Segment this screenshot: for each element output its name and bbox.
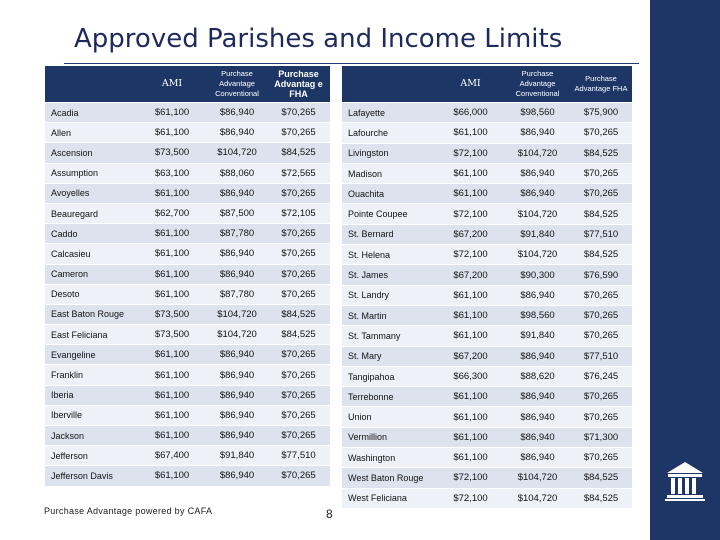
conventional-cell: $86,940: [505, 346, 570, 366]
table-row: [342, 143, 632, 163]
ami-cell: $61,100: [436, 448, 505, 468]
conventional-cell: $104,720: [505, 468, 570, 488]
ami-cell: $72,100: [436, 245, 505, 265]
parish-column-header: [45, 66, 137, 103]
conventional-cell: $86,940: [505, 163, 570, 183]
fha-cell: $84,525: [267, 325, 330, 345]
ami-cell: $61,100: [137, 244, 207, 264]
table-row: [342, 488, 632, 508]
parish-cell: Vermillion: [342, 427, 436, 447]
conventional-cell: $86,940: [505, 285, 570, 305]
parish-cell: Cameron: [45, 264, 137, 284]
ami-cell: $61,100: [436, 305, 505, 325]
table-row: [342, 204, 632, 224]
parish-cell: St. Helena: [342, 245, 436, 265]
conventional-cell: $104,720: [505, 245, 570, 265]
table-row: [45, 143, 330, 163]
parish-cell: West Baton Rouge: [342, 468, 436, 488]
fha-cell: $70,265: [570, 285, 632, 305]
ami-cell: $72,100: [436, 488, 505, 508]
table-row: [45, 203, 330, 223]
fha-cell: $75,900: [570, 103, 632, 123]
table-row: [45, 264, 330, 284]
conventional-cell: $86,940: [207, 345, 267, 365]
conventional-cell: $86,940: [505, 123, 570, 143]
fha-cell: $77,510: [570, 224, 632, 244]
table-row: [342, 245, 632, 265]
conventional-cell: $87,500: [207, 203, 267, 223]
conventional-cell: $104,720: [207, 325, 267, 345]
ami-cell: $61,100: [436, 123, 505, 143]
parish-cell: St. Mary: [342, 346, 436, 366]
fha-cell: $70,265: [570, 163, 632, 183]
table-row: [45, 365, 330, 385]
conventional-cell: $86,940: [207, 183, 267, 203]
conventional-cell: $90,300: [505, 265, 570, 285]
parish-cell: Evangeline: [45, 345, 137, 365]
fha-cell: $84,525: [570, 468, 632, 488]
ami-cell: $67,200: [436, 346, 505, 366]
fha-cell: $84,525: [570, 245, 632, 265]
conventional-cell: $86,940: [207, 385, 267, 405]
fha-cell: $70,265: [570, 305, 632, 325]
conventional-cell: $98,560: [505, 103, 570, 123]
table-row: [45, 446, 330, 466]
parish-cell: Washington: [342, 448, 436, 468]
conventional-cell: $86,940: [207, 103, 267, 123]
ami-column-header: AMI: [436, 66, 505, 103]
conventional-cell: $86,940: [505, 407, 570, 427]
table-row: [342, 407, 632, 427]
fha-column-header: Purchase Advantag e FHA: [267, 66, 330, 103]
fha-cell: $76,590: [570, 265, 632, 285]
table-row: [342, 346, 632, 366]
conventional-column-header: Purchase Advantage Conventional: [207, 66, 267, 103]
ami-cell: $61,100: [137, 345, 207, 365]
table-row: [342, 387, 632, 407]
parish-column-header: [342, 66, 436, 103]
fha-cell: $70,265: [267, 103, 330, 123]
parish-cell: West Feliciana: [342, 488, 436, 508]
parish-cell: St. Landry: [342, 285, 436, 305]
ami-cell: $66,300: [436, 366, 505, 386]
conventional-cell: $104,720: [505, 488, 570, 508]
parish-cell: Iberville: [45, 405, 137, 425]
conventional-cell: $86,940: [505, 448, 570, 468]
footer-note: Purchase Advantage powered by CAFA: [44, 506, 213, 516]
ami-cell: $61,100: [137, 365, 207, 385]
conventional-cell: $91,840: [505, 224, 570, 244]
table-header-row: [342, 66, 632, 103]
fha-cell: $70,265: [267, 183, 330, 203]
fha-cell: $70,265: [570, 123, 632, 143]
parish-cell: East Baton Rouge: [45, 304, 137, 324]
parish-cell: Union: [342, 407, 436, 427]
fha-cell: $70,265: [267, 224, 330, 244]
ami-cell: $67,200: [436, 224, 505, 244]
table-row: [342, 326, 632, 346]
table-row: [45, 123, 330, 143]
table-row: [342, 366, 632, 386]
ami-cell: $72,100: [436, 143, 505, 163]
parish-cell: Lafayette: [342, 103, 436, 123]
table-body-right: [342, 103, 632, 509]
ami-cell: $61,100: [436, 387, 505, 407]
conventional-cell: $91,840: [505, 326, 570, 346]
conventional-cell: $104,720: [505, 143, 570, 163]
ami-cell: $61,100: [436, 184, 505, 204]
table-row: [45, 284, 330, 304]
ami-cell: $73,500: [137, 143, 207, 163]
parish-cell: Avoyelles: [45, 183, 137, 203]
page-number: 8: [326, 507, 333, 521]
table-row: [45, 405, 330, 425]
fha-cell: $77,510: [570, 346, 632, 366]
ami-cell: $61,100: [137, 405, 207, 425]
fha-cell: $70,265: [267, 244, 330, 264]
ami-cell: $61,100: [137, 426, 207, 446]
table-row: [45, 345, 330, 365]
table-body-left: [45, 103, 330, 487]
building-columns-icon: [663, 459, 707, 503]
ami-cell: $67,400: [137, 446, 207, 466]
ami-cell: $61,100: [436, 427, 505, 447]
fha-cell: $70,265: [267, 405, 330, 425]
table-row: [342, 448, 632, 468]
parish-cell: Jefferson Davis: [45, 466, 137, 486]
parish-cell: Acadia: [45, 103, 137, 123]
conventional-cell: $86,940: [207, 426, 267, 446]
parish-cell: Desoto: [45, 284, 137, 304]
fha-cell: $84,525: [570, 488, 632, 508]
fha-cell: $70,265: [267, 365, 330, 385]
income-limits-table-left: [45, 66, 330, 487]
conventional-cell: $86,940: [207, 365, 267, 385]
parish-cell: Terrebonne: [342, 387, 436, 407]
fha-cell: $76,245: [570, 366, 632, 386]
ami-cell: $61,100: [436, 285, 505, 305]
conventional-column-header: Purchase Advantage Conventional: [505, 66, 570, 103]
ami-column-header: AMI: [137, 66, 207, 103]
conventional-cell: $86,940: [505, 427, 570, 447]
table-row: [45, 385, 330, 405]
fha-cell: $70,265: [267, 385, 330, 405]
parish-cell: Lafourche: [342, 123, 436, 143]
fha-cell: $70,265: [570, 387, 632, 407]
fha-cell: $70,265: [267, 426, 330, 446]
parish-cell: Beauregard: [45, 203, 137, 223]
fha-cell: $70,265: [267, 264, 330, 284]
table-row: [45, 325, 330, 345]
conventional-cell: $98,560: [505, 305, 570, 325]
table-row: [45, 224, 330, 244]
parish-cell: St. Bernard: [342, 224, 436, 244]
parish-cell: St. Martin: [342, 305, 436, 325]
fha-cell: $70,265: [570, 184, 632, 204]
parish-cell: Madison: [342, 163, 436, 183]
ami-cell: $61,100: [137, 264, 207, 284]
ami-cell: $61,100: [137, 183, 207, 203]
parish-cell: Tangipahoa: [342, 366, 436, 386]
income-limits-table-right: [342, 66, 632, 509]
table-row: [342, 103, 632, 123]
parish-cell: Allen: [45, 123, 137, 143]
fha-cell: $70,265: [570, 407, 632, 427]
ami-cell: $73,500: [137, 325, 207, 345]
title-divider: [64, 63, 639, 64]
conventional-cell: $86,940: [207, 244, 267, 264]
parish-cell: Caddo: [45, 224, 137, 244]
conventional-cell: $104,720: [505, 204, 570, 224]
parish-cell: Livingston: [342, 143, 436, 163]
parish-cell: Pointe Coupee: [342, 204, 436, 224]
fha-cell: $72,105: [267, 203, 330, 223]
parish-cell: Ouachita: [342, 184, 436, 204]
fha-cell: $72,565: [267, 163, 330, 183]
fha-cell: $84,525: [267, 143, 330, 163]
conventional-cell: $91,840: [207, 446, 267, 466]
parish-cell: Ascension: [45, 143, 137, 163]
conventional-cell: $86,940: [207, 123, 267, 143]
fha-cell: $77,510: [267, 446, 330, 466]
table-row: [45, 426, 330, 446]
fha-cell: $70,265: [267, 284, 330, 304]
fha-cell: $84,525: [570, 204, 632, 224]
ami-cell: $67,200: [436, 265, 505, 285]
ami-cell: $61,100: [137, 466, 207, 486]
conventional-cell: $87,780: [207, 224, 267, 244]
fha-cell: $70,265: [570, 326, 632, 346]
table-row: [342, 123, 632, 143]
parish-cell: Iberia: [45, 385, 137, 405]
ami-cell: $72,100: [436, 204, 505, 224]
fha-cell: $70,265: [570, 448, 632, 468]
table-row: [342, 163, 632, 183]
table-row: [45, 163, 330, 183]
fha-cell: $70,265: [267, 123, 330, 143]
table-row: [342, 305, 632, 325]
fha-cell: $84,525: [570, 143, 632, 163]
table-row: [45, 304, 330, 324]
table-row: [342, 427, 632, 447]
ami-cell: $61,100: [436, 407, 505, 427]
parish-cell: East Feliciana: [45, 325, 137, 345]
fha-column-header: Purchase Advantage FHA: [570, 66, 632, 103]
conventional-cell: $87,780: [207, 284, 267, 304]
conventional-cell: $86,940: [505, 387, 570, 407]
table-row: [45, 466, 330, 486]
ami-cell: $61,100: [137, 123, 207, 143]
ami-cell: $61,100: [137, 103, 207, 123]
fha-cell: $70,265: [267, 466, 330, 486]
conventional-cell: $86,940: [207, 405, 267, 425]
parish-cell: Calcasieu: [45, 244, 137, 264]
ami-cell: $61,100: [137, 224, 207, 244]
table-header-row: [45, 66, 330, 103]
parish-cell: St. Tammany: [342, 326, 436, 346]
ami-cell: $61,100: [137, 385, 207, 405]
table-row: [342, 224, 632, 244]
ami-cell: $61,100: [436, 326, 505, 346]
page-title: Approved Parishes and Income Limits: [74, 24, 563, 54]
table-row: [342, 285, 632, 305]
ami-cell: $62,700: [137, 203, 207, 223]
conventional-cell: $88,620: [505, 366, 570, 386]
ami-cell: $61,100: [137, 284, 207, 304]
fha-cell: $71,300: [570, 427, 632, 447]
conventional-cell: $86,940: [207, 466, 267, 486]
fha-cell: $70,265: [267, 345, 330, 365]
table-row: [342, 184, 632, 204]
ami-cell: $72,100: [436, 468, 505, 488]
table-row: [45, 244, 330, 264]
ami-cell: $63,100: [137, 163, 207, 183]
table-row: [342, 468, 632, 488]
parish-cell: Jackson: [45, 426, 137, 446]
parish-cell: Assumption: [45, 163, 137, 183]
conventional-cell: $88,060: [207, 163, 267, 183]
ami-cell: $61,100: [436, 163, 505, 183]
parish-cell: Franklin: [45, 365, 137, 385]
parish-cell: St. James: [342, 265, 436, 285]
fha-cell: $84,525: [267, 304, 330, 324]
ami-cell: $73,500: [137, 304, 207, 324]
conventional-cell: $104,720: [207, 143, 267, 163]
table-row: [342, 265, 632, 285]
conventional-cell: $104,720: [207, 304, 267, 324]
table-row: [45, 103, 330, 123]
table-row: [45, 183, 330, 203]
conventional-cell: $86,940: [505, 184, 570, 204]
conventional-cell: $86,940: [207, 264, 267, 284]
parish-cell: Jefferson: [45, 446, 137, 466]
ami-cell: $66,000: [436, 103, 505, 123]
